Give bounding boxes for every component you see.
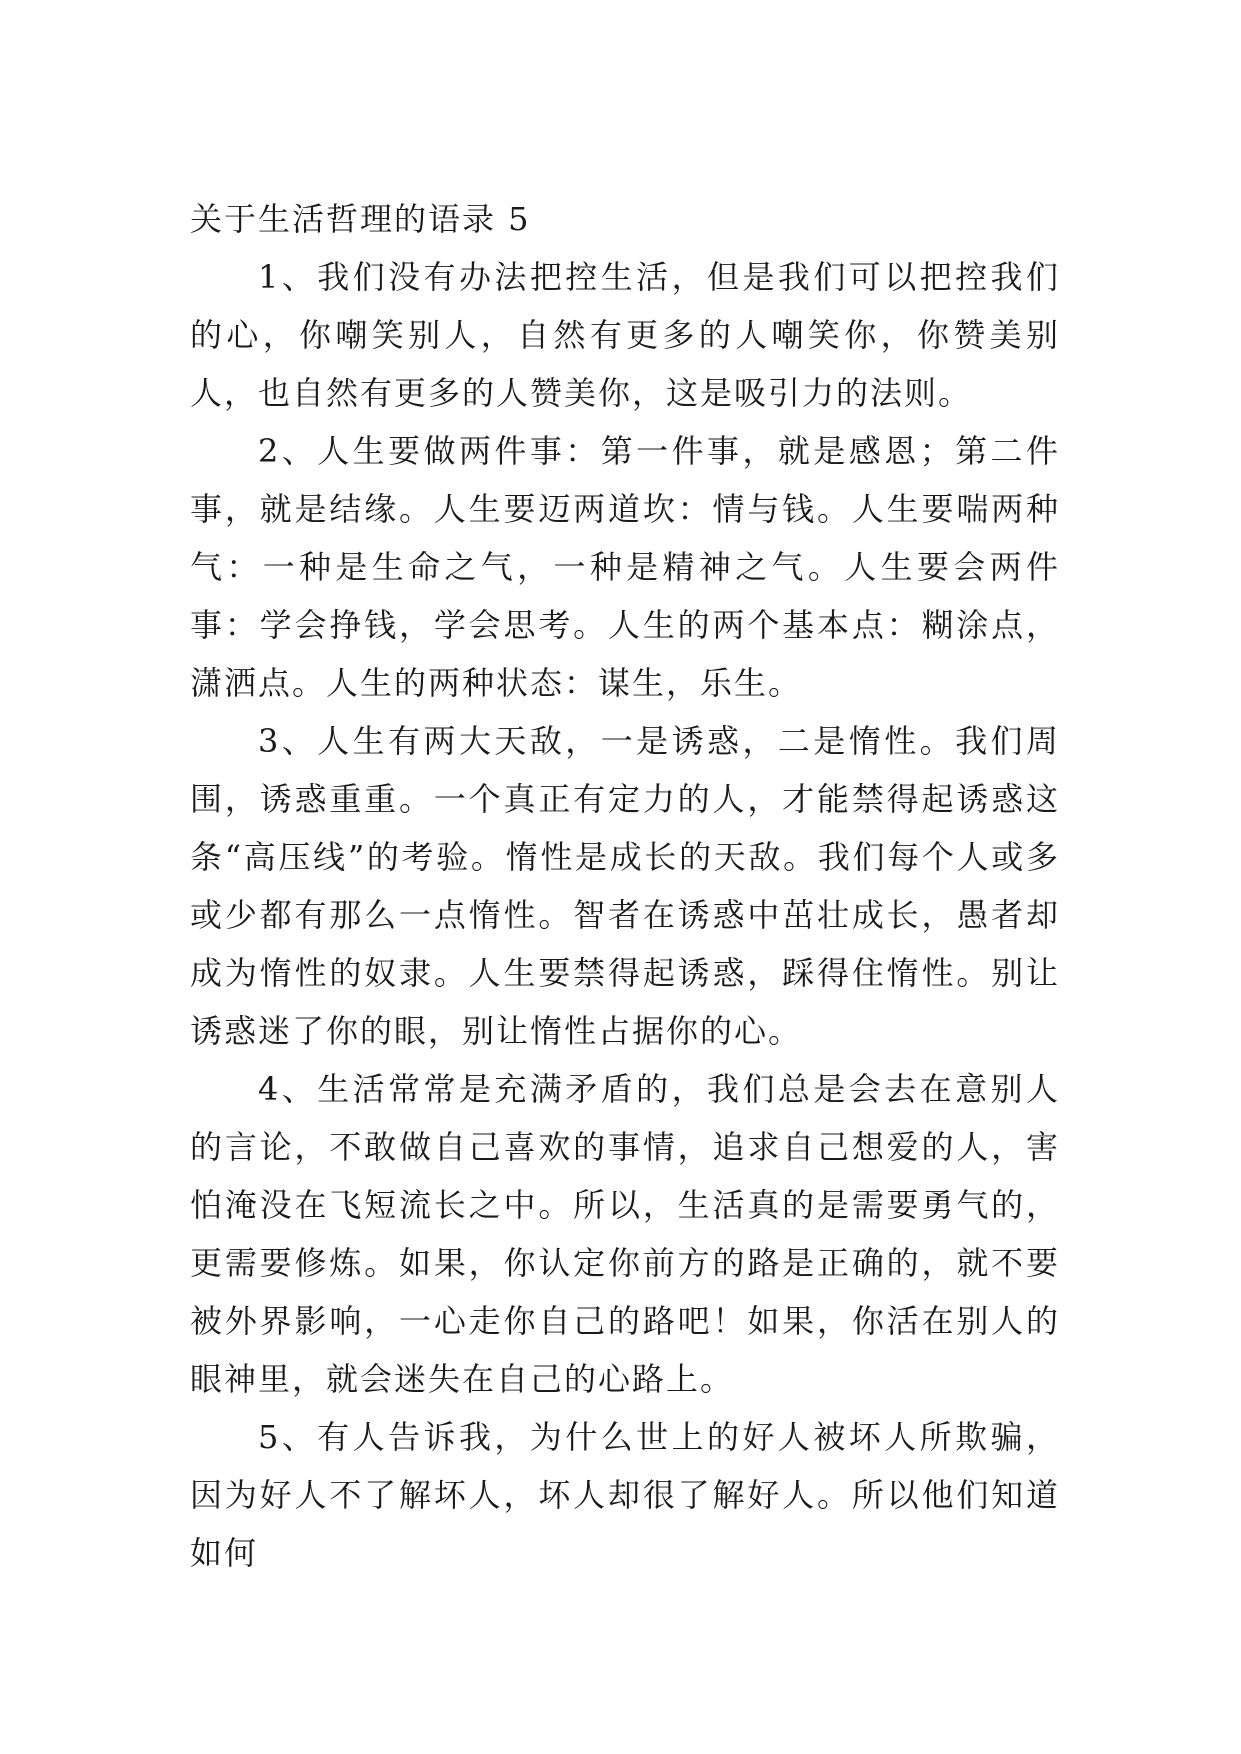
document-body: [190, 190, 1060, 1582]
paragraph-5: 5、有人告诉我，为什么世上的好人被坏人所欺骗，因为好人不了解坏人，坏人却很了解好人。所以他们知道如何: [190, 1418, 1060, 1572]
paragraph-3: 3、人生有两大天敌，一是诱惑，二是惰性。我们周围，诱惑重重。一个真正有定力的人，才能禁得起诱惑这条“高压线”的考验。惰性是成长的天敌。我们每个人或多或少都有那么一点惰性。智者在诱惑中茁壮成长，愚者却成为惰性的奴隶。人生要禁得起诱惑，踩得住惰性。别让诱惑迷了你的眼，别让惰性占据你的心。: [190, 722, 1060, 1050]
paragraph-4: 4、生活常常是充满矛盾的，我们总是会去在意别人的言论，不敢做自己喜欢的事情，追求自己想爱的人，害怕淹没在飞短流长之中。所以，生活真的是需要勇气的，更需要修炼。如果，你认定你前方的路是正确的，就不要被外界影响，一心走你自己的路吧！如果，你活在别人的眼神里，就会迷失在自己的心路上。: [190, 1070, 1060, 1398]
document-heading: 关于生活哲理的语录 5: [190, 200, 531, 238]
paragraph-2: 2、人生要做两件事：第一件事，就是感恩；第二件事，就是结缘。人生要迈两道坎：情与钱。人生要喘两种气：一种是生命之气，一种是精神之气。人生要会两件事：学会挣钱，学会思考。人生的两个基本点：糊涂点，潇洒点。人生的两种状态：谋生，乐生。: [190, 432, 1060, 702]
paragraph-1: 1、我们没有办法把控生活，但是我们可以把控我们的心，你嘲笑别人，自然有更多的人嘲笑你，你赞美别人，也自然有更多的人赞美你，这是吸引力的法则。: [190, 258, 1060, 412]
